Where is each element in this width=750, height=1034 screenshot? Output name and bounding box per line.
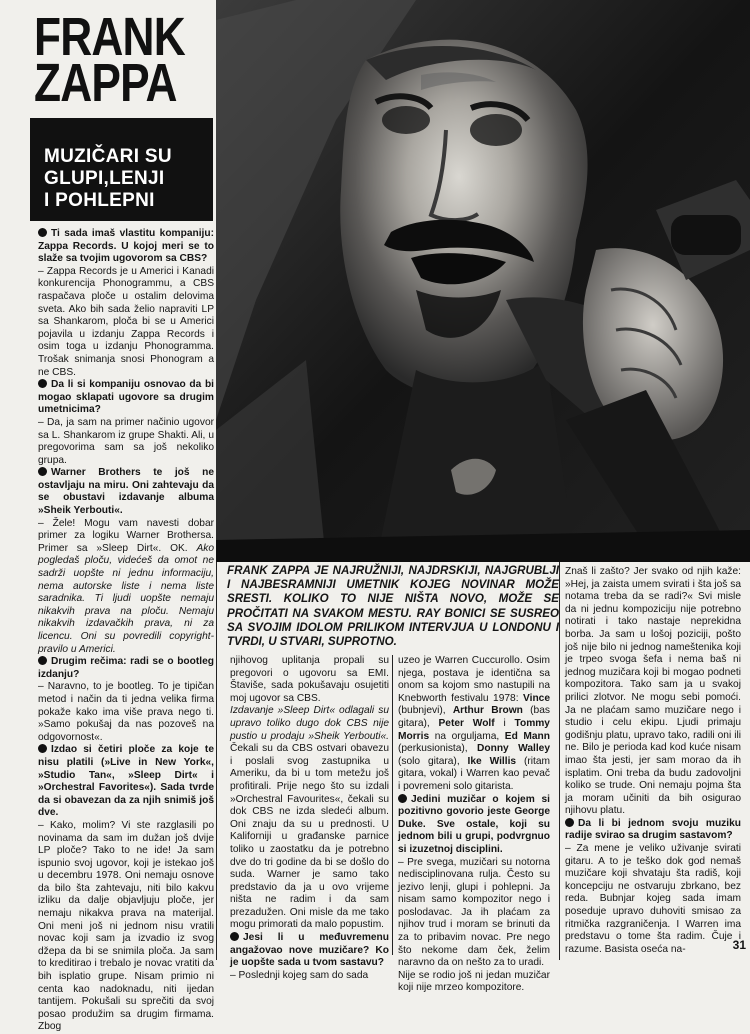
question-2: Da li si kompaniju osnovao da bi mogao sklapati ugovore sa drugim umetnicima? xyxy=(38,379,214,416)
bullet-icon xyxy=(38,744,47,753)
answer-1: – Zappa Records je u Americi i Kanadi konkurencija Phonogrammu, a CBS raspačava ploče u ostalim delovima sveta. Ako bih sada želio napraviti LP sa Shankarom, ploča bi se u Americi pojavila u izdanju Zappa Records i osim toga u izdanju Phonogramma. Trošak snimanja snosi Phonogram a ne CBS. xyxy=(38,265,214,378)
question-5: Izdao si četiri ploče za koje te nisu platili (»Live in New York«, »Studio Tan«, »Sleep Dirt« i »Orchestral Favorites«). Sada tvrde da si obavezan da za njih snimiš još dve. xyxy=(38,744,214,819)
col2-question: Jesi li u međuvremenu angažovao nove muzičare? Ko je uopšte sada u tvom sastavu? xyxy=(230,932,389,969)
interview-column-3 xyxy=(398,655,550,994)
col3-text-b: (bubnjevi), xyxy=(398,705,453,717)
col4-answer: – Za mene je veliko uživanje svirati gitaru. A to je teško dok god nemaš muzičare koji shvataju šta radiš, koji koncepciju ne ostvaruju zbrkano, bez reda. Bubnjar kojeg sada imam poseduje upravo duhoviti smisao za ritmička razgraničenja. I Warren ima predstavu o tome šta radim. Čuje i razume. Basista oseća na- xyxy=(565,843,741,955)
subtitle-line-3: I POHLEPNI xyxy=(44,190,155,211)
column-divider xyxy=(392,655,393,955)
title-line-2: ZAPPA xyxy=(34,53,177,113)
question-1: Ti sada imaš vlastitu kompaniju: Zappa Records. U kojoj meri se to slaže sa tvojim ugovorom sa CBS? xyxy=(38,228,214,265)
col3-text-e: na orguljama, xyxy=(429,730,505,742)
interview-column-1 xyxy=(38,228,214,1033)
question-4: Drugim rečima: radi se o bootleg izdanju? xyxy=(38,656,214,680)
subtitle xyxy=(44,146,172,212)
interview-column-4 xyxy=(565,566,741,956)
photo-caption: FRANK ZAPPA JE NAJRUŽNIJI, NAJDRSKIJI, NAJGRUBLJI I NAJBESRAMNIJI UMETNIK KOJEG NOVINAR MOŽE SRESTI. KOLIKO TO NIJE NIŠTA NOVO, MOŽE SE PROČITATI NA SVAKOM MESTU. RAY BONICI SE SUSREO SA SVOJIM IDOLOM PRILIKOM INTERVJUA U LONDONU I TVRDI, U STVARI, SUPROTNO. xyxy=(227,564,559,649)
answer-4: – Naravno, to je bootleg. To je tipičan metod i način da ti jedna velika firma pokaže kako ima više prava nego ti. »Samo pokušaj da nas pozoveš na odgovornost«. xyxy=(38,681,214,743)
col2-text-1: njihovog uplitanja propali su pregovori o ugovoru sa EMI. Štaviše, sada pokušavaju osujetiti moj ugovor sa CBS. xyxy=(230,655,389,704)
article-title xyxy=(34,7,198,113)
col4-text: Znaš li zašto? Jer svako od njih kaže: »Hej, ja zaista umem svirati i šta još sa notama treba da se radi?« Svi misle da ni jednu kompoziciju nije potrebno notirati i tako nastaje neprekidna borba. Ja sam u lošoj poziciji, pošto još nije bilo ni jednog nameštenika koji je trpeo svoga šefa i nema baš ni jednog muzičara koji bi mogao podneti kompozitora. Tako sam ja u svakoj prilici zlotvor. Ne mogu sebi pomoći. Ja ne plaćam samo muzičare nego i studio i celu ekipu. Ljudi primaju godišnju platu, upravo tako, radili oni ili ne. Bilo je perioda kad kod kuće nisam imao šta jesti, jer sam morao da ih isplatim. Oni treba da budu zadovoljni koliko se trude. Oni nemaju pojma šta ja moram učiniti da bih osigurao njihovu platu. xyxy=(565,566,741,817)
musician-name: Peter Wolf xyxy=(438,717,495,729)
musician-name: Arthur Brown xyxy=(452,705,523,717)
left-column xyxy=(30,0,214,1033)
col2-answer: – Poslednji kojeg sam do sada xyxy=(230,969,369,981)
page-number: 31 xyxy=(732,938,746,952)
musician-name: Donny Walley xyxy=(477,743,550,755)
bullet-icon xyxy=(398,794,407,803)
col3-text-h: (ritam gitara, vokal) i Warren kao pevač i povremeni solo gitarista. xyxy=(398,755,550,792)
subtitle-line-1: MUZIČARI SU xyxy=(44,146,172,167)
col3-text-c: (bas gitara), xyxy=(398,705,550,729)
answer-5: – Kako, molim? Vi ste razglasili po novinama da sam im dužan još dvije LP ploče? Tako to ne ide! Ja sam ispunio svoj ugovor, koji je istekao još u decembru 1978. Oni nemaju osnove da bilo šta zahtevaju, niti bilo kakvu izliku da dalje objavljuju ploče, jer nemaju nikakva prava na materijal. Oni meni još ni jednom nisu vratili novac koji sam ja izvadio iz svog džepa da bi se snimila ploča. Ja sam to kreditirao i trebalo je novac vratiti da bih isplatio grupe. Nisam primio ni centa kao nadoknadu, niti ijedan tantijem. Pokušali su sprečiti da svoj posao produžim sa drugim firmama. Zbog xyxy=(38,819,214,1033)
interview-column-2 xyxy=(230,655,389,981)
col3-answer-2: Nije se rodio još ni jedan muzičar koji nije mrzeo kompozitore. xyxy=(398,969,550,994)
question-3: Warner Brothers te još ne ostavljaju na miru. Oni zahtevaju da se obustavi izdavanje albuma »Sheik Yerbouti«. xyxy=(38,467,214,517)
bullet-icon xyxy=(38,379,47,388)
col3-question: Jedini muzičar o kojem si pozitivno govorio jeste George Duke. Sve ostale, koji su jednom bili u grupi, podvrgnuo si izuzetnoj disciplini. xyxy=(398,793,550,855)
bullet-icon xyxy=(38,228,47,237)
column-divider xyxy=(216,562,217,960)
bullet-icon xyxy=(230,932,239,941)
bullet-icon xyxy=(565,818,574,827)
answer-3a: – Žele! Mogu vam navesti dobar primer za logiku Warner Brothersa. Primer sa »Sleep Dirt«. OK. xyxy=(38,517,214,554)
bullet-icon xyxy=(38,467,47,476)
col2-text-2a: Izdavanje »Sleep Dirt« odlagali su upravo toliko dugo dok CBS nije pustio u prodaju »Sheik Yerbouti«. xyxy=(230,705,389,742)
bullet-icon xyxy=(38,656,47,665)
col3-text-g: (solo gitara), xyxy=(398,755,468,767)
portrait-photo xyxy=(216,0,750,562)
col3-text-d: i xyxy=(494,717,515,729)
musician-name: Ike Willis xyxy=(467,755,517,767)
column-divider xyxy=(559,562,560,960)
zappa-portrait-image xyxy=(216,0,750,562)
col2-text-2b: Čekali su da CBS ostvari obavezu i poslali svog zastupnika u Ameriku, da bi u tom metežu još profitirali. Prije nego što su izdali »Orchestral Favourites«, čekali su dok CBS ne izda sledeći album. Oni znaju da su u prednosti. U Kaliforniji u građanske parnice toliko u zaostatku da je potrebno dve do tri godine da bi se došlo do suda. Warner je samo tako predstavio da ja u ovo vrijeme ništa ne radim i da sam prezadužen. Oni misle da me tako mogu primorati da malo popustim. xyxy=(230,743,389,931)
answer-3b: Ako pogledaš ploču, videćeš da omot ne sadrži uopšte ni jednu informaciju, nema autorske liste i nema liste saradnika. Ti ljudi uopšte nemaju nikakvih prava na ploču. Nemaju nikakvih izdavačkih prava, ni za licencu. Oni su povredili copyright-pravilo u Americi. xyxy=(38,542,214,655)
col4-question: Da li bi jednom svoju muziku radije svirao sa drugim sastavom? xyxy=(565,817,741,842)
col3-answer: – Pre svega, muzičari su notorna nedisciplinovana rulja. Često su jezivo lenji, glupi i pohlepni. Ja nisam samo kompozitor nego i poslodavac. Ja ih plaćam za njihov trud i moram se brinuti da za to pribavim novac. Pre nego što nekome dam ček, želim naravno da on nešto za to uradi. xyxy=(398,856,550,969)
musician-name: Ed Mann xyxy=(504,730,550,742)
title-line-1: FRANK xyxy=(34,7,185,67)
musician-name: Vince xyxy=(523,692,550,704)
answer-2: – Da, ja sam na primer načinio ugovor sa L. Shankarom iz grupe Shakti. Ali, u pregovorima sam sa još nekoliko grupa. xyxy=(38,416,214,466)
col3-text-f: (perkusionista), xyxy=(398,743,478,755)
musician-name: Tommy Morris xyxy=(398,717,550,742)
subtitle-line-2: GLUPI,LENJI xyxy=(44,168,165,189)
col3-text-a: uzeo je Warren Cuccurollo. Osim njega, postava je identična sa onom sa kojom smo nastupili na Knebworth festivalu 1978: xyxy=(398,655,550,704)
subtitle-box xyxy=(30,118,213,221)
